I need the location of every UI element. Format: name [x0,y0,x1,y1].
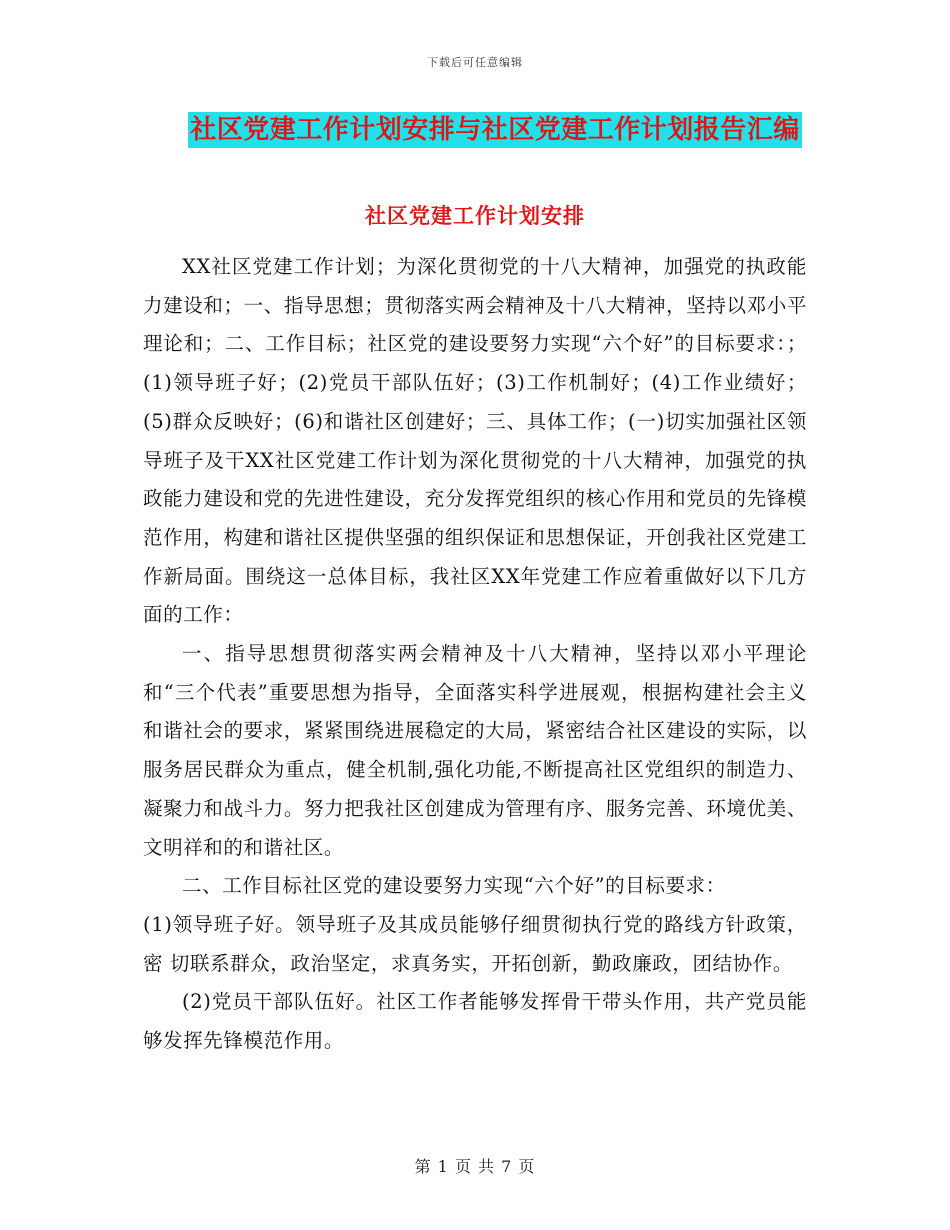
document-body [143,248,807,1061]
paragraph: (2)党员干部队伍好。社区工作者能够发挥骨干带头作用，共产党员能够发挥先锋模范作用。 [143,990,807,1053]
header-note: 下载后可任意编辑 [427,56,523,69]
paragraph: (1)领导班子好。领导班子及其成员能够仔细贯彻执行党的路线方针政策，密 切联系群众，政治坚定，求真务实，开拓创新，勤政廉政，团结协作。 [143,912,807,975]
page-indicator: 第 1 页 共 7 页 [414,1157,536,1176]
section-title: 社区党建工作计划安排 [365,203,585,228]
main-title: 社区党建工作计划安排与社区党建工作计划报告汇编 [188,112,802,148]
main-title-container [0,112,950,148]
paragraph: XX社区党建工作计划；为深化贯彻党的十八大精神，加强党的执政能力建设和；一、指导思想；贯彻落实两会精神及十八大精神，坚持以邓小平理论和；二、工作目标；社区党的建设要努力实现“六个好”的目标要求：；(1)领导班子好；(2)党员干部队伍好；(3)工作机制好；(4)工作业绩好；(5)群众反映好；(6)和谐社区创建好；三、具体工作；(一)切实加强社区领导班子及干XX社区党建工作计划为深化贯彻党的十八大精神，加强党的执政能力建设和党的先进性建设，充分发挥党组织的核心作用和党员的先锋模范作用，构建和谐社区提供坚强的组织保证和思想保证，开创我社区党建工作新局面。围绕这一总体目标，我社区XX年党建工作应着重做好以下几方面的工作： [143,255,807,627]
paragraph: 一、指导思想贯彻落实两会精神及十八大精神，坚持以邓小平理论和“三个代表”重要思想为指导，全面落实科学进展观，根据构建社会主义和谐社会的要求，紧紧围绕进展稳定的大局，紧密结合社区建设的实际，以服务居民群众为重点，健全机制,强化功能,不断提高社区党组织的制造力、凝聚力和战斗力。努力把我社区创建成为管理有序、服务完善、环境优美、文明祥和的和谐社区。 [143,642,807,859]
paragraph: 二、工作目标社区党的建设要努力实现“六个好”的目标要求： [182,874,726,898]
